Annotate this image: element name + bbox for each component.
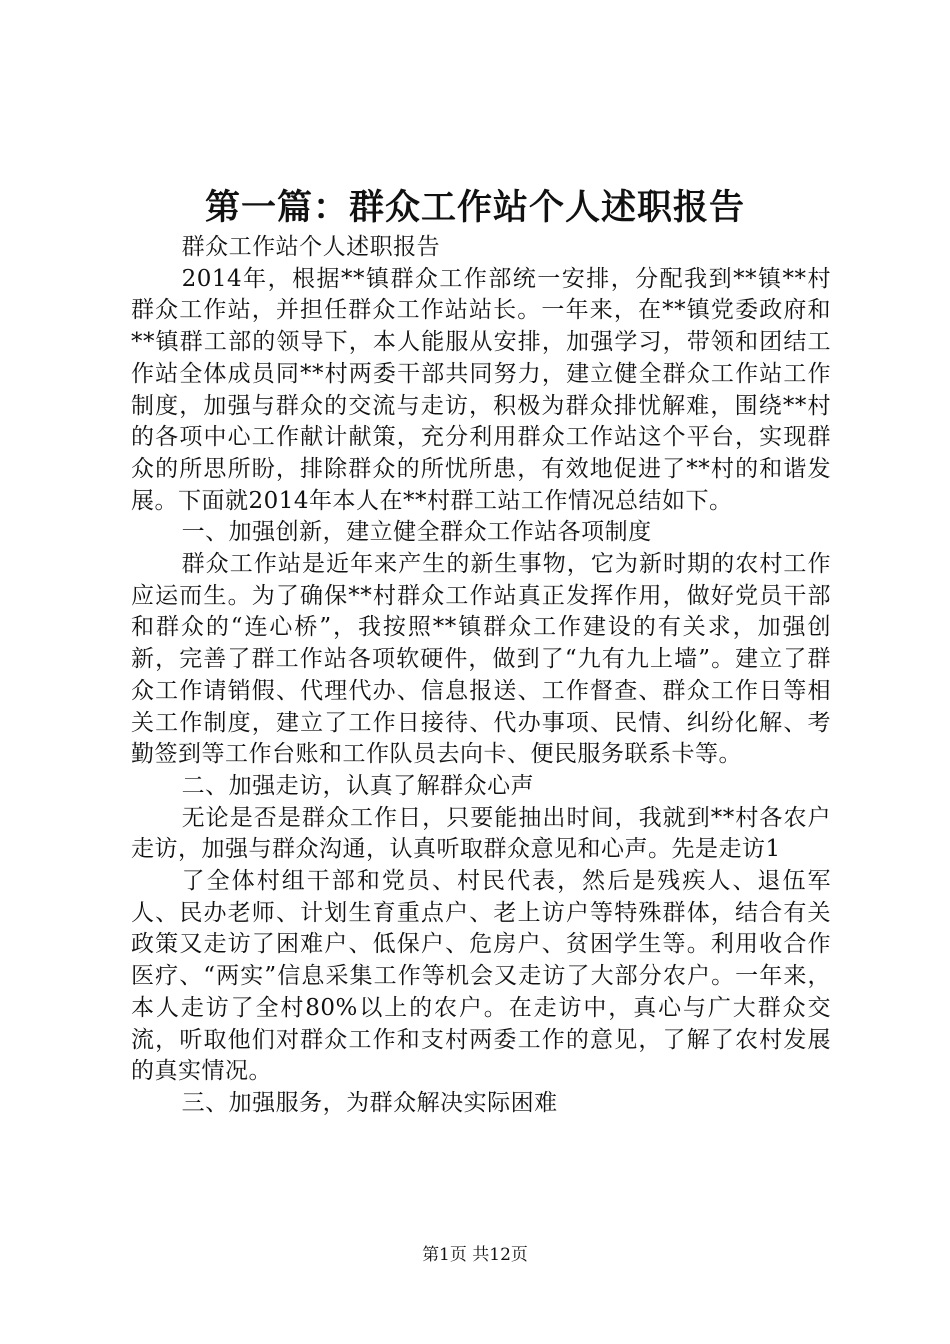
section-2-paragraph: 无论是否是群众工作日，只要能抽出时间，我就到**村各农户走访，加强与群众沟通，认真听取群众意见和心声。先是走访1	[131, 804, 831, 863]
section-heading-3: 三、加强服务，为群众解决实际困难	[181, 1089, 558, 1116]
intro-paragraph: 2014年，根据**镇群众工作部统一安排，分配我到**镇**村群众工作站，并担任群众工作站站长。一年来，在**镇党委政府和**镇群工部的领导下，本人能服从安排，加强学习，带领和团结工作站全体成员同**村两委干部共同努力，建立健全群众工作站工作制度，加强与群众的交流与走访，积极为群众排忧解难，围绕**村的各项中心工作献计献策，充分利用群众工作站这个平台，实现群众的所思所盼，排除群众的所忧所患，有效地促进了**村的和谐发展。下面就2014年本人在**村群工站工作情况总结如下。	[131, 265, 831, 514]
section-heading-2: 二、加强走访，认真了解群众心声	[181, 772, 535, 799]
document-body	[131, 232, 831, 1120]
subtitle-paragraph: 群众工作站个人述职报告	[181, 234, 441, 260]
document-title: 第一篇：群众工作站个人述职报告	[204, 187, 745, 228]
section-heading-1: 一、加强创新，建立健全群众工作站各项制度	[181, 519, 652, 546]
page-footer: 第1页 共12页	[422, 1245, 528, 1265]
section-1-paragraph: 群众工作站是近年来产生的新生事物，它为新时期的农村工作应运而生。为了确保**村群众工作站真正发挥作用，做好党员干部和群众的“连心桥”，我按照**镇群众工作建设的有关求，加强创新，完善了群工作站各项软硬件，做到了“九有九上墙”。建立了群众工作请销假、代理代办、信息报送、工作督查、群众工作日等相关工作制度，建立了工作日接待、代办事项、民情、纠纷化解、考勤签到等工作台账和工作队员去向卡、便民服务联系卡等。	[131, 551, 831, 768]
section-2-paragraph-continued: 了全体村组干部和党员、村民代表，然后是残疾人、退伍军人、民办老师、计划生育重点户、老上访户等特殊群体，结合有关政策又走访了困难户、低保户、危房户、贫困学生等。利用收合作医疗、“两实”信息采集工作等机会又走访了大部分农户。一年来，本人走访了全村80%以上的农户。在走访中，真心与广大群众交流，听取他们对群众工作和支村两委工作的意见，了解了农村发展的真实情况。	[131, 868, 831, 1085]
